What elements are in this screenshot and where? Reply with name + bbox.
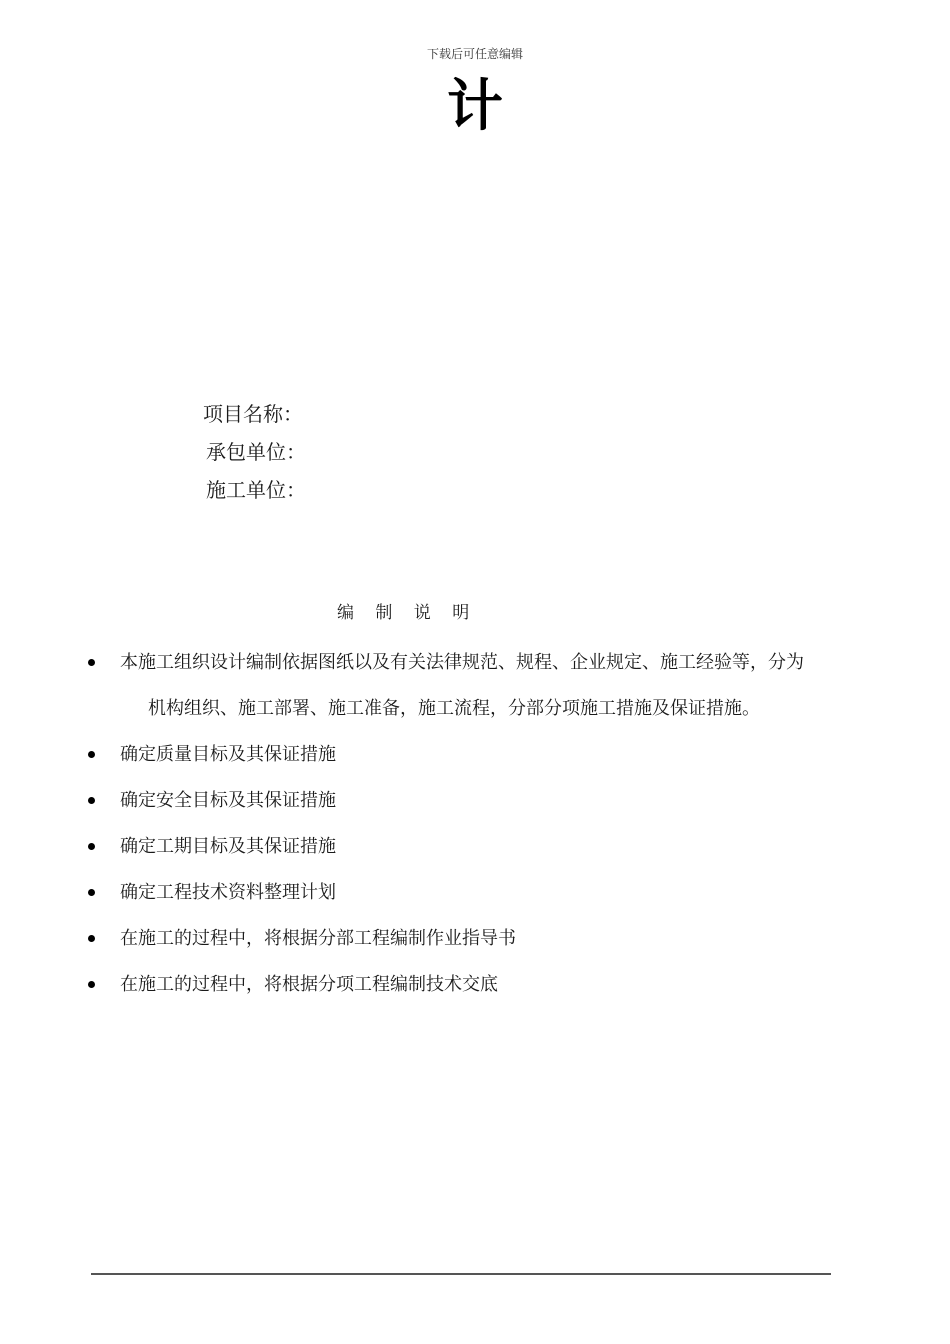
list-item-text: 在施工的过程中，将根据分项工程编制技术交底 (120, 974, 498, 995)
footer-divider (91, 1273, 831, 1275)
list-item-text: 确定质量目标及其保证措施 (120, 744, 336, 765)
list-item (88, 916, 878, 962)
bullet-dot-icon (88, 659, 95, 666)
contractor-label: 承包单位： (206, 440, 306, 464)
list-item (88, 962, 878, 1008)
project-info-block (203, 395, 306, 509)
bullet-list (88, 640, 878, 1008)
page-title: 计 (447, 73, 503, 139)
list-item-text: 确定工期目标及其保证措施 (120, 836, 336, 857)
bullet-dot-icon (88, 889, 95, 896)
section-heading: 编 制 说 明 (337, 603, 478, 623)
bullet-dot-icon (88, 935, 95, 942)
list-item (88, 870, 878, 916)
list-item-text-continued: 机构组织、施工部署、施工准备，施工流程，分部分项施工措施及保证措施。 (148, 698, 760, 719)
bullet-dot-icon (88, 751, 95, 758)
bullet-dot-icon (88, 981, 95, 988)
list-item-text: 在施工的过程中，将根据分部工程编制作业指导书 (120, 928, 516, 949)
construction-unit-label: 施工单位： (206, 478, 306, 502)
project-name-label: 项目名称： (203, 402, 303, 426)
list-item-text: 确定安全目标及其保证措施 (120, 790, 336, 811)
bullet-dot-icon (88, 797, 95, 804)
bullet-dot-icon (88, 843, 95, 850)
header-note: 下载后可任意编辑 (426, 47, 523, 61)
list-item (88, 732, 878, 778)
list-item (88, 640, 878, 732)
list-item (88, 824, 878, 870)
list-item (88, 778, 878, 824)
list-item-text: 确定工程技术资料整理计划 (120, 882, 336, 903)
list-item-text: 本施工组织设计编制依据图纸以及有关法律规范、规程、企业规定、施工经验等，分为 (120, 652, 804, 673)
